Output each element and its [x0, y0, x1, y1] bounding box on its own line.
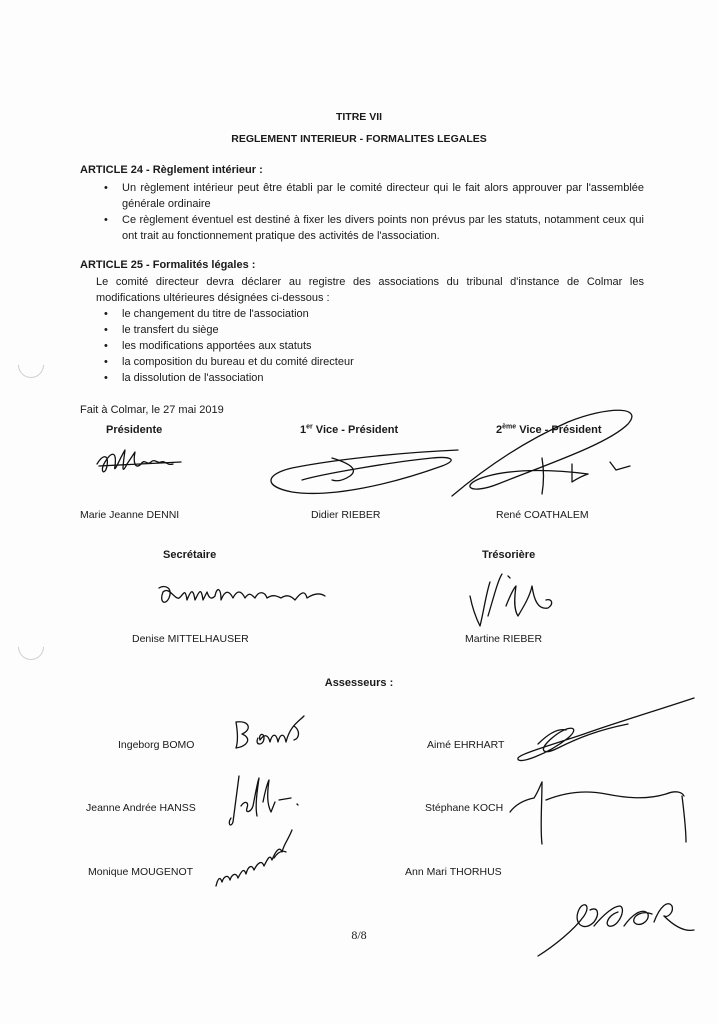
name-presidente: Marie Jeanne DENNI — [80, 509, 180, 521]
list-item: • les modifications apportées aux statuts — [96, 338, 644, 354]
article-25-list — [96, 306, 644, 386]
title: TITRE VII — [335, 111, 383, 123]
list-item: • le changement du titre de l'association — [96, 306, 644, 322]
signature-presidente — [95, 442, 185, 482]
name-tresoriere: Martine RIEBER — [465, 633, 543, 645]
article-24-heading: ARTICLE 24 - Règlement intérieur : — [80, 164, 263, 176]
signature-tresoriere — [458, 566, 558, 636]
signature-vp2 — [448, 404, 648, 504]
list-item: • la dissolution de l'association — [96, 370, 644, 386]
role-secretaire: Secrétaire — [163, 549, 217, 561]
punch-hole-top — [13, 347, 50, 384]
name-vp2: René COATHALEM — [496, 509, 589, 521]
signature-koch — [506, 778, 706, 848]
list-item: • Un règlement intérieur peut être établi par le comité directeur qui le fait alors approuver par l'assemblée générale ordinaire — [96, 180, 644, 212]
article-25-heading: ARTICLE 25 - Formalités légales : — [80, 259, 256, 271]
signature-vp1 — [262, 444, 462, 504]
list-item: • le transfert du siège — [96, 322, 644, 338]
name-vp1: Didier RIEBER — [311, 509, 381, 521]
assesseur-left-1: Ingeborg BOMO — [118, 739, 195, 751]
subtitle: REGLEMENT INTERIEUR - FORMALITES LEGALES — [231, 133, 487, 145]
assesseur-right-2: Stéphane KOCH — [425, 802, 504, 814]
assesseurs-heading: Assesseurs : — [324, 677, 394, 689]
assesseur-left-2: Jeanne Andrée HANSS — [86, 802, 196, 814]
role-tresoriere: Trésorière — [482, 549, 536, 561]
role-vp2: 2ème Vice - Président — [496, 423, 602, 436]
article-24-list — [96, 180, 644, 244]
signature-secretaire — [155, 580, 335, 610]
assesseur-right-3: Ann Mari THORHUS — [405, 866, 502, 878]
list-item: • Ce règlement éventuel est destiné à fixer les divers points non prévus par les statuts, notamment ceux qui ont trait au fonctionnement pratique des activités de l'association. — [96, 212, 644, 244]
role-vp1: 1er Vice - Président — [300, 423, 399, 436]
page-number: 8/8 — [351, 928, 367, 942]
punch-hole-bottom — [13, 629, 50, 666]
article-25-intro: Le comité directeur devra déclarer au registre des associations du tribunal d'instance de Colmar les modifications ultérieures désignées ci-dessous : — [96, 276, 644, 304]
signature-mougenot — [212, 822, 302, 892]
assesseur-left-3: Monique MOUGENOT — [88, 866, 194, 878]
signature-bomo — [228, 712, 308, 752]
role-presidente: Présidente — [106, 424, 163, 436]
place-date: Fait à Colmar, le 27 mai 2019 — [80, 404, 224, 416]
name-secretaire: Denise MITTELHAUSER — [132, 633, 249, 645]
assesseur-right-1: Aimé EHRHART — [427, 739, 505, 751]
signature-thorhus — [534, 886, 704, 966]
list-item: • la composition du bureau et du comité directeur — [96, 354, 644, 370]
signature-ehrhart — [508, 694, 698, 774]
